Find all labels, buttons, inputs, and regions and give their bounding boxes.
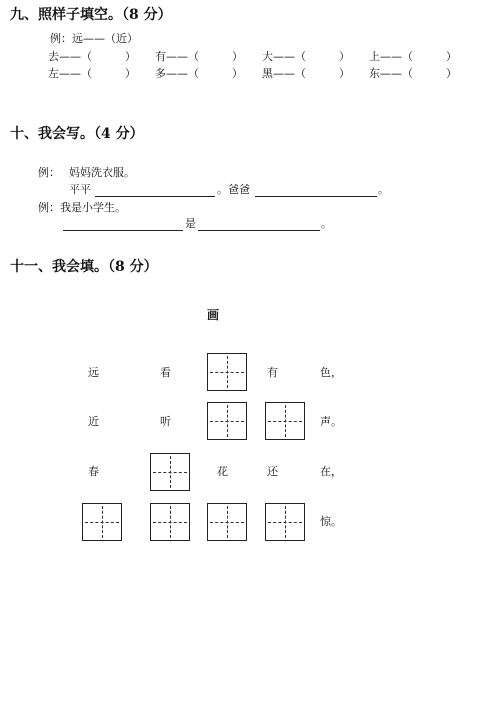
fill-item[interactable]: 大——（ ） (262, 50, 350, 63)
poem-char: 声。 (320, 415, 342, 428)
tian-grid-box[interactable] (265, 503, 305, 541)
prompt-text: 。 (378, 183, 389, 196)
example-sentence: 例：我是小学生。 (38, 201, 126, 214)
tian-grid-box[interactable] (207, 353, 247, 391)
tian-grid-box[interactable] (265, 402, 305, 440)
poem-char: 春 (88, 465, 99, 478)
section-11-heading: 十一、我会填。（8 分） (10, 259, 158, 275)
answer-blank[interactable] (255, 196, 377, 197)
poem-char: 还 (267, 465, 278, 478)
prompt-text: 。 (321, 217, 332, 230)
example-label: 例： (38, 166, 60, 179)
section-9-heading: 九、照样子填空。（8 分） (10, 7, 172, 23)
tian-grid-box[interactable] (150, 453, 190, 491)
poem-title: 画 (207, 308, 220, 322)
prompt-text: 平平 (69, 183, 91, 196)
poem-char: 远 (88, 366, 99, 379)
poem-char: 有 (267, 366, 278, 379)
fill-item[interactable]: 多——（ ） (155, 67, 243, 80)
fill-item[interactable]: 东——（ ） (369, 67, 457, 80)
tian-grid-box[interactable] (207, 503, 247, 541)
fill-item[interactable]: 上——（ ） (369, 50, 457, 63)
section-9-example: 例：远——（近） (50, 32, 138, 45)
prompt-text: 。爸爸 (217, 183, 250, 196)
tian-grid-box[interactable] (82, 503, 122, 541)
example-text: 妈妈洗衣服。 (69, 166, 135, 179)
fill-item[interactable]: 有——（ ） (155, 50, 243, 63)
answer-blank[interactable] (95, 196, 215, 197)
prompt-text: 是 (185, 217, 196, 230)
poem-char: 花 (217, 465, 228, 478)
poem-char: 在， (320, 465, 342, 478)
poem-char: 看 (160, 366, 171, 379)
tian-grid-box[interactable] (150, 503, 190, 541)
poem-char: 近 (88, 415, 99, 428)
poem-char: 听 (160, 415, 171, 428)
answer-blank[interactable] (198, 230, 320, 231)
tian-grid-box[interactable] (207, 402, 247, 440)
fill-item[interactable]: 左——（ ） (48, 67, 136, 80)
poem-char: 色， (320, 366, 342, 379)
fill-item[interactable]: 去——（ ） (48, 50, 136, 63)
fill-item[interactable]: 黑——（ ） (262, 67, 350, 80)
poem-char: 惊。 (320, 515, 342, 528)
answer-blank[interactable] (63, 230, 183, 231)
section-10-heading: 十、我会写。（4 分） (10, 126, 144, 142)
